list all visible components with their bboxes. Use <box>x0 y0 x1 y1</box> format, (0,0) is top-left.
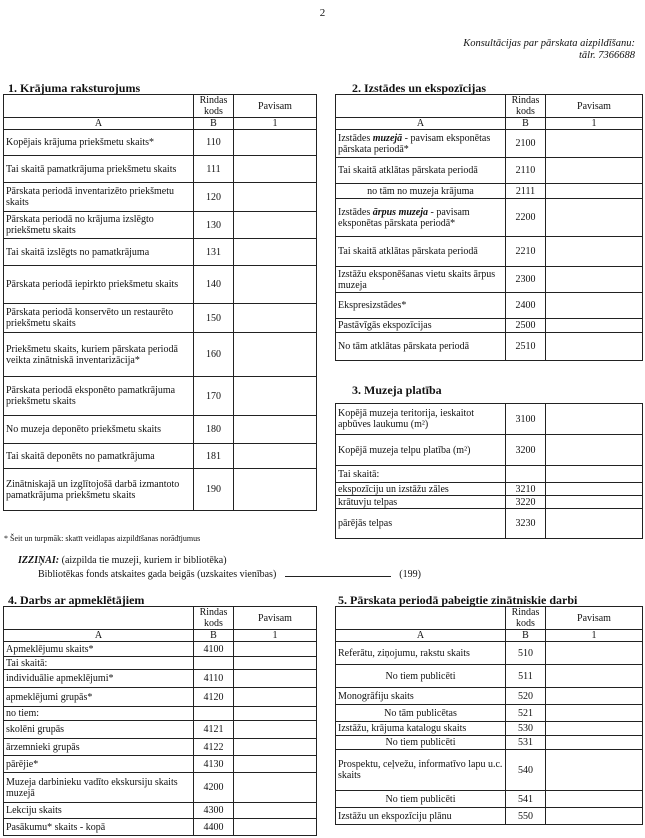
value-cell[interactable] <box>546 319 643 333</box>
value-cell[interactable] <box>234 239 317 266</box>
table-row: Lekciju skaits 4300 <box>4 803 317 819</box>
value-cell[interactable] <box>234 721 317 739</box>
table-row: Tai skaitā atklātas pārskata periodā 2110 <box>336 158 643 184</box>
consult-line2: tālr. 7366688 <box>578 50 635 61</box>
table-row: no tiem: <box>4 707 317 721</box>
table-row: Izstāžu, krājuma katalogu skaits 530 <box>336 722 643 736</box>
table-row: Zinātniskajā un izglītojošā darbā izmantoto pamatkrājuma priekšmetu skaits 190 <box>4 469 317 511</box>
table-row: Tai skaitā deponēts no pamatkrājuma 181 <box>4 444 317 469</box>
value-cell[interactable] <box>546 483 643 496</box>
value-cell[interactable] <box>234 707 317 721</box>
value-cell[interactable] <box>546 791 643 808</box>
value-cell[interactable] <box>234 333 317 377</box>
table-row: Tai skaitā: <box>4 657 317 670</box>
value-cell[interactable] <box>546 293 643 319</box>
value-cell[interactable] <box>546 808 643 825</box>
table-row: Tai skaitā atklātas pārskata periodā 2210 <box>336 237 643 267</box>
value-cell[interactable] <box>234 670 317 688</box>
table-row: Prospektu, ceļvežu, informatīvo lapu u.c. skaits 540 <box>336 750 643 791</box>
table-row: Referātu, ziņojumu, rakstu skaits 510 <box>336 642 643 665</box>
table-row: Pārskata periodā no krājuma izslēgto priekšmetu skaits 130 <box>4 212 317 239</box>
value-cell[interactable] <box>234 642 317 657</box>
table-row: Tai skaitā izslēgts no pamatkrājuma 131 <box>4 239 317 266</box>
value-cell[interactable] <box>234 688 317 707</box>
value-cell[interactable] <box>234 756 317 773</box>
section-3-title: 3. Muzeja platība <box>352 383 442 397</box>
value-cell[interactable] <box>546 642 643 665</box>
value-cell[interactable] <box>234 183 317 212</box>
table-row: Kopējā muzeja teritorija, ieskaitot apbūves laukumu (m²) 3100 <box>336 404 643 435</box>
stock-table: Rindas kods Pavisam A B 1 Kopējais krājuma priekšmetu skaits* 110 Tai skaitā pamatkrājuma priekšmetu skaits 111 Pārskata periodā inventarizēto priekšmetu skaits 120 Pārskata periodā no krājuma izslēgto priekšmetu skaits 130 Tai skaitā izslēgts no pamatkrājuma 131 Pārskata periodā iepirkto priekšmetu skaits 140 Pārskata periodā konservēto un restaurēto priekšmetu skaits 150 Priekšmetu skaits, kuriem pārskata periodā veikta zinātniskā inventarizācija* 160 Pārskata periodā eksponēto pamatkrājuma priekšmetu skaits 170 No muzeja deponēto priekšmetu skaits 180 Tai skaitā deponēts no pamatkrājuma 181 Zinātniskajā un izglītojošā darbā izmantoto pamatkrājuma priekšmetu skaits 190 <box>3 94 317 511</box>
table-row: No tiem publicēti 541 <box>336 791 643 808</box>
library-fund-input[interactable] <box>285 567 391 577</box>
footnote: * Šeit un turpmāk: skatīt veidlapas aizpildīšanas norādījumus <box>4 534 201 543</box>
value-cell[interactable] <box>234 739 317 756</box>
table-row: Kopējā muzeja telpu platība (m²) 3200 <box>336 435 643 466</box>
table-row: Izstādes ārpus muzeja - pavisam eksponētas pārskata periodā* 2200 <box>336 199 643 237</box>
table-row: No muzeja deponēto priekšmetu skaits 180 <box>4 416 317 444</box>
table-row: Monogrāfiju skaits 520 <box>336 688 643 705</box>
value-cell[interactable] <box>546 722 643 736</box>
library-fund-line: Bibliotēkas fonds atskaites gada beigās (uzskaites vienības) (199) <box>38 569 421 580</box>
value-cell[interactable] <box>546 665 643 688</box>
table-row: Tai skaitā: <box>336 466 643 483</box>
value-cell[interactable] <box>546 496 643 509</box>
section-5-title: 5. Pārskata periodā pabeigtie zinātniskie darbi <box>338 593 578 607</box>
consultation-note <box>463 38 635 62</box>
value-cell[interactable] <box>546 466 643 483</box>
value-cell[interactable] <box>234 377 317 416</box>
table-row: pārējie* 4130 <box>4 756 317 773</box>
value-cell[interactable] <box>546 509 643 539</box>
table-row: Pārskata periodā iepirkto priekšmetu skaits 140 <box>4 266 317 304</box>
table-row: Ekspresizstādes* 2400 <box>336 293 643 319</box>
table-row: Apmeklējumu skaits* 4100 <box>4 642 317 657</box>
value-cell[interactable] <box>234 803 317 819</box>
page-number: 2 <box>319 7 326 19</box>
table-row: apmeklējumi grupās* 4120 <box>4 688 317 707</box>
table-row: skolēni grupās 4121 <box>4 721 317 739</box>
value-cell[interactable] <box>234 130 317 156</box>
table-row: Tai skaitā pamatkrājuma priekšmetu skaits 111 <box>4 156 317 183</box>
table-row: individuālie apmeklējumi* 4110 <box>4 670 317 688</box>
table-row: krātuvju telpas 3220 <box>336 496 643 509</box>
table-row: No tiem publicēti 511 <box>336 665 643 688</box>
value-cell[interactable] <box>546 736 643 750</box>
value-cell[interactable] <box>546 333 643 361</box>
table-row: Izstādes muzejā - pavisam eksponētas pārskata periodā* 2100 <box>336 130 643 158</box>
value-cell[interactable] <box>234 156 317 183</box>
table-row: No tām publicētas 521 <box>336 705 643 722</box>
table-row: Muzeja darbinieku vadīto ekskursiju skaits muzejā 4200 <box>4 773 317 803</box>
value-cell[interactable] <box>234 266 317 304</box>
exhibitions-table: Rindas kods Pavisam A B 1 Izstādes muzejā - pavisam eksponētas pārskata periodā* 2100 Tai skaitā atklātas pārskata periodā 2110 no tām no muzeja krājuma 2111 Izstādes ārpus muzeja - pavisam eksponētas pārskata periodā* 2200 Tai skaitā atklātas pārskata periodā 2210 Izstāžu eksponēšanas vietu skaits ārpus muzeja 2300 Ekspresizstādes* 2400 Pastāvīgās ekspozīcijas 2500 No tām atklātas pārskata periodā 2510 <box>335 94 643 361</box>
section-2-title: 2. Izstādes un ekspozīcijas <box>352 81 487 95</box>
consult-line1: Konsultācijas par pārskata aizpildīšanu: <box>463 38 635 49</box>
table-row: Pārskata periodā inventarizēto priekšmetu skaits 120 <box>4 183 317 212</box>
value-cell[interactable] <box>546 404 643 435</box>
value-cell[interactable] <box>546 130 643 158</box>
table-row: ekspozīciju un izstāžu zāles 3210 <box>336 483 643 496</box>
value-cell[interactable] <box>546 750 643 791</box>
value-cell[interactable] <box>546 688 643 705</box>
visitors-table: Rindas kods Pavisam A B 1 Apmeklējumu skaits* 4100 Tai skaitā: individuālie apmeklējumi* 4110 apmeklējumi grupās* 4120 no tiem: skolēni grupās 4121 ārzemnieki grupās 4122 pārējie* 4130 Muzeja darbinieku vadīto ekskursiju skaits muzejā 4200 Lekciju skaits 4300 Pasākumu* skaits - kopā 4400 <box>3 606 317 836</box>
table-row: Izstāžu eksponēšanas vietu skaits ārpus muzeja 2300 <box>336 267 643 293</box>
table-row: pārējās telpas 3230 <box>336 509 643 539</box>
value-cell[interactable] <box>234 469 317 511</box>
section-1-title: 1. Krājuma raksturojums <box>8 81 141 95</box>
table-row: Pastāvīgās ekspozīcijas 2500 <box>336 319 643 333</box>
table-row: No tām atklātas pārskata periodā 2510 <box>336 333 643 361</box>
value-cell[interactable] <box>546 158 643 184</box>
value-cell[interactable] <box>234 657 317 670</box>
value-cell[interactable] <box>234 773 317 803</box>
research-table: Rindas kods Pavisam A B 1 Referātu, ziņojumu, rakstu skaits 510 No tiem publicēti 511 Monogrāfiju skaits 520 No tām publicētas 521 Izstāžu, krājuma katalogu skaits 530 No tiem publicēti 531 Prospektu, ceļvežu, informatīvo lapu u.c. skaits 540 No tiem publicēti 541 Izstāžu un ekspozīciju plānu 550 <box>335 606 643 825</box>
table-row: Kopējais krājuma priekšmetu skaits* 110 <box>4 130 317 156</box>
col-header-total: Pavisam <box>234 95 317 118</box>
value-cell[interactable] <box>234 819 317 836</box>
value-cell[interactable] <box>546 237 643 267</box>
value-cell[interactable] <box>234 212 317 239</box>
section-4-title: 4. Darbs ar apmeklētājiem <box>8 593 145 607</box>
value-cell[interactable] <box>546 267 643 293</box>
value-cell[interactable] <box>234 304 317 333</box>
col-header-code: Rindas kods <box>194 95 234 118</box>
table-row: No tiem publicēti 531 <box>336 736 643 750</box>
table-row: Pārskata periodā konservēto un restaurēto priekšmetu skaits 150 <box>4 304 317 333</box>
table-row: Priekšmetu skaits, kuriem pārskata periodā veikta zinātniskā inventarizācija* 160 <box>4 333 317 377</box>
reference-note: IZZIŅAI: (aizpilda tie muzeji, kuriem ir bibliotēka) <box>18 555 227 566</box>
table-row: Pasākumu* skaits - kopā 4400 <box>4 819 317 836</box>
value-cell[interactable] <box>546 199 643 237</box>
table-row: Izstāžu un ekspozīciju plānu 550 <box>336 808 643 825</box>
value-cell[interactable] <box>546 705 643 722</box>
table-row: no tām no muzeja krājuma 2111 <box>336 184 643 199</box>
value-cell[interactable] <box>234 444 317 469</box>
table-row: Pārskata periodā eksponēto pamatkrājuma priekšmetu skaits 170 <box>4 377 317 416</box>
table-row: ārzemnieki grupās 4122 <box>4 739 317 756</box>
area-table <box>335 403 643 539</box>
value-cell[interactable] <box>546 184 643 199</box>
value-cell[interactable] <box>234 416 317 444</box>
value-cell[interactable] <box>546 435 643 466</box>
